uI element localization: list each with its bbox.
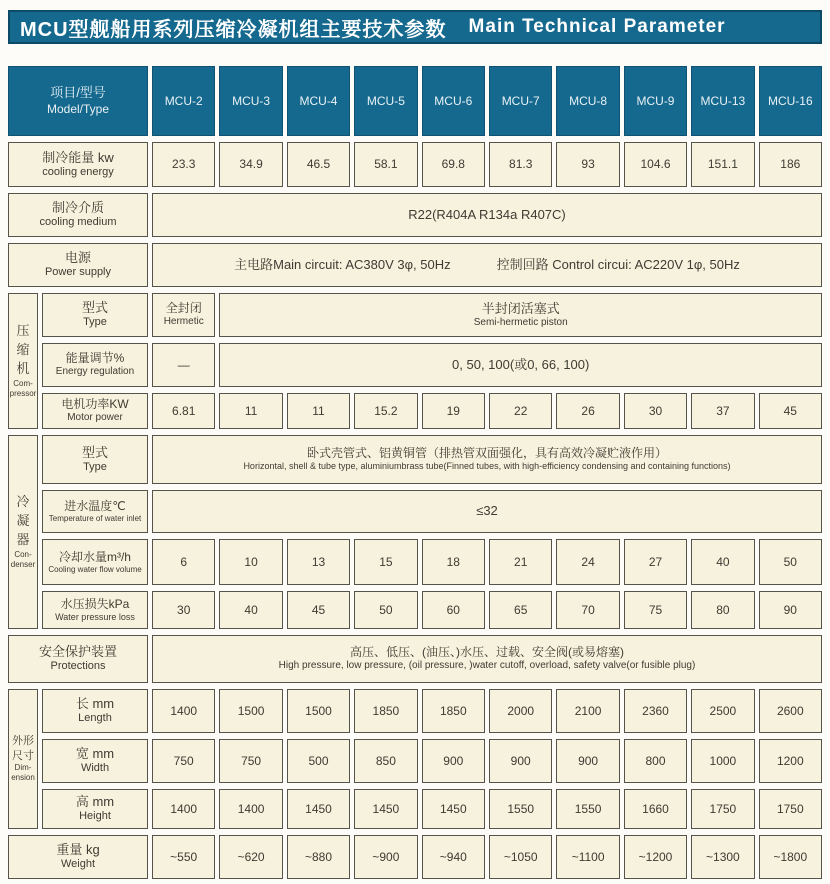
compressor-type-label (42, 293, 148, 337)
weight-value: ~620 (219, 835, 282, 879)
weight-value: ~1300 (691, 835, 754, 879)
label-en: Width (80, 762, 110, 775)
model-header-cell: MCU-9 (624, 66, 687, 136)
compressor-type-semi-hermetic (219, 293, 822, 337)
main-circuit-text: 主电路Main circuit: AC380V 3φ, 50Hz (234, 256, 451, 272)
label-cn: 电机功率KW (61, 397, 129, 412)
motor-power-value: 11 (287, 393, 350, 429)
water-pressure-loss-value: 50 (354, 591, 417, 629)
height-value: 1400 (152, 789, 215, 829)
motor-power-value: 6.81 (152, 393, 215, 429)
page (8, 0, 822, 879)
length-label (42, 689, 148, 733)
section-condenser (8, 435, 822, 629)
group-char: 机 (16, 361, 30, 377)
group-char: 尺寸 (12, 749, 34, 762)
length-value: 2100 (556, 689, 619, 733)
cooling-energy-value: 23.3 (152, 142, 215, 187)
width-value: 900 (489, 739, 552, 783)
value-cn: 高压、低压、(油压、)水压、过载、安全阀(或易熔塞) (350, 645, 624, 660)
label-en: Motor power (67, 412, 123, 424)
label-cn: 冷却水量m³/h (58, 549, 131, 564)
water-pressure-loss-value: 80 (691, 591, 754, 629)
label-cn: 制冷介质 (51, 200, 104, 215)
energy-regulation-rest: 0, 50, 100(或0, 66, 100) (219, 343, 822, 387)
label-en: Water pressure loss (55, 611, 135, 622)
condenser-type-label (42, 435, 148, 484)
group-en: Con- (14, 549, 32, 559)
width-value: 850 (354, 739, 417, 783)
group-en: pressor (9, 389, 37, 399)
cooling-water-flow-value: 6 (152, 539, 215, 585)
label-cn: 制冷能量 kw (42, 149, 114, 165)
water-pressure-loss-value: 75 (624, 591, 687, 629)
cooling-energy-value: 186 (759, 142, 822, 187)
motor-power-value: 37 (691, 393, 754, 429)
dimensions-group-label (8, 689, 38, 829)
width-value: 1000 (691, 739, 754, 783)
water-pressure-loss-label (42, 591, 148, 629)
model-header-cell: MCU-5 (354, 66, 417, 136)
label-en: Type (83, 460, 107, 473)
value-en: Horizontal, shell & tube type, aluminiumbrass tube(Finned tubes, with high-efficiency condensing and containing functions) (243, 461, 731, 472)
model-header-cell: MCU-4 (287, 66, 350, 136)
row-cooling-medium (8, 193, 822, 237)
height-value: 1400 (219, 789, 282, 829)
cooling-water-flow-value: 40 (691, 539, 754, 585)
water-inlet-temp-value: ≤32 (152, 490, 822, 533)
cooling-water-flow-label (42, 539, 148, 585)
header-label-cn: 项目/型号 (50, 85, 106, 101)
motor-power-value: 15.2 (354, 393, 417, 429)
model-header-cell: MCU-3 (219, 66, 282, 136)
label-cn: 水压损失kPa (60, 596, 130, 611)
cooling-water-flow-value: 18 (422, 539, 485, 585)
length-value: 1850 (422, 689, 485, 733)
cooling-energy-value: 34.9 (219, 142, 282, 187)
section-dimensions (8, 689, 822, 829)
cooling-medium-label (8, 193, 148, 237)
cooling-energy-value: 151.1 (691, 142, 754, 187)
cooling-water-flow-value: 21 (489, 539, 552, 585)
label-en: Height (79, 810, 111, 823)
model-header-cell: MCU-16 (759, 66, 822, 136)
label-en: Temperature of water inlet (48, 514, 142, 523)
model-header-cell: MCU-8 (556, 66, 619, 136)
cooling-water-flow-value: 10 (219, 539, 282, 585)
weight-label (8, 835, 148, 879)
height-value: 1550 (556, 789, 619, 829)
height-value: 1660 (624, 789, 687, 829)
table-header-row (8, 66, 822, 136)
group-char: 凝 (16, 513, 30, 529)
weight-value: ~1100 (556, 835, 619, 879)
page-title-cn: MCU型舰船用系列压缩冷凝机组主要技术参数 (20, 18, 447, 41)
label-cn: 进水温度℃ (64, 499, 126, 513)
cooling-medium-value: R22(R404A R134a R407C) (152, 193, 822, 237)
water-pressure-loss-value: 65 (489, 591, 552, 629)
motor-power-value: 11 (219, 393, 282, 429)
row-cooling-energy (8, 142, 822, 187)
section-compressor (8, 293, 822, 429)
cooling-water-flow-value: 50 (759, 539, 822, 585)
label-cn: 型式 (81, 444, 108, 460)
weight-value: ~1800 (759, 835, 822, 879)
weight-value: ~550 (152, 835, 215, 879)
label-cn: 电源 (64, 250, 91, 265)
length-value: 1400 (152, 689, 215, 733)
height-value: 1450 (287, 789, 350, 829)
label-cn: 高 mm (75, 794, 115, 809)
height-value: 1750 (759, 789, 822, 829)
control-circuit-text: 控制回路 Control circui: AC220V 1φ, 50Hz (496, 256, 740, 272)
cooling-energy-value: 93 (556, 142, 619, 187)
value-en: Semi-hermetic piston (473, 316, 568, 328)
model-header-cell: MCU-7 (489, 66, 552, 136)
height-value: 1450 (354, 789, 417, 829)
cooling-energy-value: 104.6 (624, 142, 687, 187)
group-en: Dim- (14, 762, 32, 772)
compressor-type-hermetic (152, 293, 215, 337)
motor-power-value: 30 (624, 393, 687, 429)
weight-value: ~1050 (489, 835, 552, 879)
label-en: Power supply (44, 266, 112, 279)
group-char: 外形 (12, 735, 34, 748)
water-pressure-loss-value: 40 (219, 591, 282, 629)
compressor-group-label (8, 293, 38, 429)
label-cn: 型式 (81, 300, 108, 315)
label-cn: 能量调节% (65, 351, 125, 366)
protections-value (152, 635, 822, 683)
group-char: 压 (16, 323, 30, 339)
group-char: 缩 (16, 342, 30, 358)
motor-power-value: 26 (556, 393, 619, 429)
group-en: ension (11, 773, 35, 783)
motor-power-value: 22 (489, 393, 552, 429)
cooling-energy-value: 69.8 (422, 142, 485, 187)
label-cn: 安全保护装置 (38, 644, 117, 659)
label-cn: 宽 mm (75, 746, 115, 761)
motor-power-value: 19 (422, 393, 485, 429)
row-protections (8, 635, 822, 683)
length-value: 1500 (219, 689, 282, 733)
height-value: 1550 (489, 789, 552, 829)
height-value: 1450 (422, 789, 485, 829)
condenser-group-label (8, 435, 38, 629)
group-char: 器 (16, 532, 30, 548)
cooling-energy-value: 46.5 (287, 142, 350, 187)
row-power-supply (8, 243, 822, 287)
label-cn: 重量 kg (56, 842, 100, 857)
label-en: cooling medium (39, 216, 117, 229)
width-value: 750 (152, 739, 215, 783)
width-value: 1200 (759, 739, 822, 783)
length-value: 2500 (691, 689, 754, 733)
label-cn: 长 mm (75, 696, 115, 711)
width-label (42, 739, 148, 783)
page-title-en: Main Technical Parameter (468, 16, 726, 37)
value-cn: 全封闭 (165, 301, 202, 316)
water-pressure-loss-value: 70 (556, 591, 619, 629)
label-en: Length (78, 712, 112, 725)
cooling-water-flow-value: 24 (556, 539, 619, 585)
cooling-water-flow-value: 15 (354, 539, 417, 585)
water-pressure-loss-value: 45 (287, 591, 350, 629)
weight-value: ~940 (422, 835, 485, 879)
label-en: Type (83, 316, 107, 329)
power-supply-label (8, 243, 148, 287)
width-value: 500 (287, 739, 350, 783)
water-pressure-loss-value: 30 (152, 591, 215, 629)
label-en: cooling energy (42, 165, 114, 178)
cooling-energy-value: 58.1 (354, 142, 417, 187)
group-en: Com- (13, 378, 33, 388)
length-value: 2000 (489, 689, 552, 733)
value-cn: 半封闭活塞式 (481, 300, 560, 316)
length-value: 1500 (287, 689, 350, 733)
weight-value: ~1200 (624, 835, 687, 879)
header-label-en: Model/Type (46, 101, 110, 116)
length-value: 2360 (624, 689, 687, 733)
energy-regulation-label (42, 343, 148, 387)
weight-value: ~880 (287, 835, 350, 879)
protections-label (8, 635, 148, 683)
value-en: High pressure, low pressure, (oil pressure, )water cutoff, overload, safety valve(or fusible plug) (278, 660, 696, 672)
energy-regulation-first: — (152, 343, 215, 387)
title-banner (8, 10, 822, 44)
width-value: 900 (556, 739, 619, 783)
value-en: Hermetic (163, 316, 204, 328)
model-header-cell: MCU-13 (691, 66, 754, 136)
cooling-water-flow-value: 13 (287, 539, 350, 585)
cooling-energy-label (8, 142, 148, 187)
height-label (42, 789, 148, 829)
power-supply-value (152, 243, 822, 287)
row-weight (8, 835, 822, 879)
water-inlet-temp-label (42, 490, 148, 533)
length-value: 2600 (759, 689, 822, 733)
width-value: 800 (624, 739, 687, 783)
weight-value: ~900 (354, 835, 417, 879)
motor-power-label (42, 393, 148, 429)
cooling-water-flow-value: 27 (624, 539, 687, 585)
width-value: 750 (219, 739, 282, 783)
cooling-energy-value: 81.3 (489, 142, 552, 187)
value-cn: 卧式壳管式、铝黄铜管（排热管双面强化，具有高效冷凝贮液作用） (306, 446, 667, 461)
model-header-cell: MCU-2 (152, 66, 215, 136)
model-header-cell: MCU-6 (422, 66, 485, 136)
label-en: Cooling water flow volume (48, 564, 142, 574)
group-en: denser (10, 560, 36, 570)
water-pressure-loss-value: 60 (422, 591, 485, 629)
condenser-type-value (152, 435, 822, 484)
motor-power-value: 45 (759, 393, 822, 429)
length-value: 1850 (354, 689, 417, 733)
label-en: Protections (50, 660, 106, 673)
width-value: 900 (422, 739, 485, 783)
label-en: Weight (60, 858, 96, 871)
height-value: 1750 (691, 789, 754, 829)
water-pressure-loss-value: 90 (759, 591, 822, 629)
label-en: Energy regulation (55, 366, 135, 378)
header-label-cell (8, 66, 148, 136)
group-char: 冷 (16, 494, 30, 510)
